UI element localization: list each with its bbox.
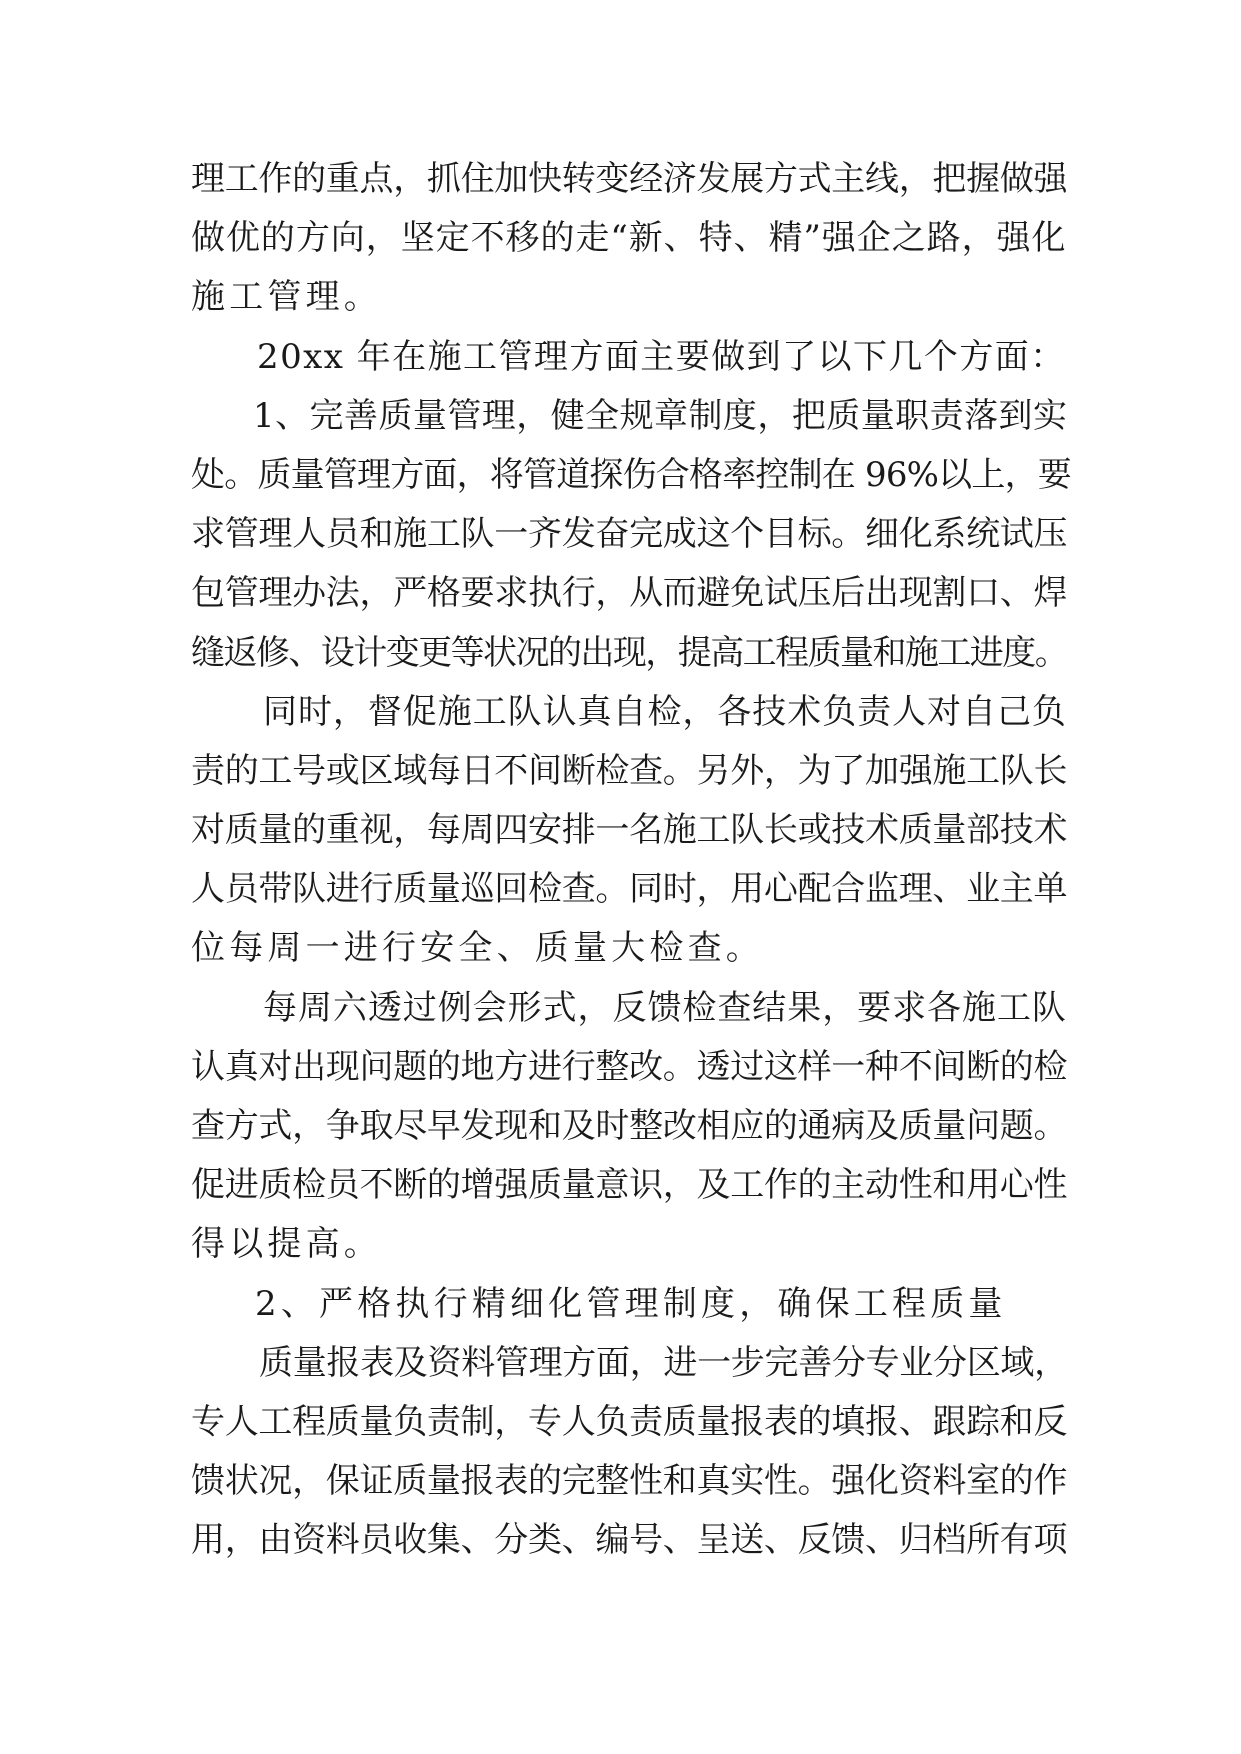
text-line: 做优的方向，坚定不移的走“新、特、精”强企之路，强化 xyxy=(191,218,1067,259)
text-line: 缝返修、设计变更等状况的出现，提高工程质量和施工进度。 xyxy=(191,632,1068,673)
text-line: 20xx 年在施工管理方面主要做到了以下几个方面： xyxy=(257,336,1066,377)
text-line: 责的工号或区域每日不间断检查。另外，为了加强施工队长 xyxy=(191,750,1068,791)
text-line: 同时，督促施工队认真自检，各技术负责人对自己负 xyxy=(263,691,1067,732)
text-line: 理工作的重点，抓住加快转变经济发展方式主线，把握做强 xyxy=(191,159,1068,199)
document-body xyxy=(191,150,1071,1571)
text-line: 查方式，争取尽早发现和及时整改相应的通病及质量问题。 xyxy=(191,1106,1068,1146)
text-line: 位每周一进行安全、质量大检查。 xyxy=(191,928,764,969)
text-line: 求管理人员和施工队一齐发奋完成这个目标。细化系统试压 xyxy=(191,514,1068,555)
text-line: 馈状况，保证质量报表的完整性和真实性。强化资料室的作 xyxy=(191,1461,1068,1502)
text-line: 人员带队进行质量巡回检查。同时，用心配合监理、业主单 xyxy=(191,869,1068,910)
text-line: 认真对出现问题的地方进行整改。透过这样一种不间断的检 xyxy=(191,1046,1068,1087)
text-line: 处。质量管理方面，将管道探伤合格率控制在 96%以上，要 xyxy=(191,454,1071,495)
text-line: 1、完善质量管理，健全规章制度，把质量职责落到实 xyxy=(253,395,1068,436)
text-line: 施工管理。 xyxy=(191,277,382,318)
text-line: 促进质检员不断的增强质量意识，及工作的主动性和用心性 xyxy=(191,1165,1068,1206)
text-line: 包管理办法，严格要求执行，从而避免试压后出现割口、焊 xyxy=(191,573,1068,614)
text-line: 质量报表及资料管理方面，进一步完善分专业分区域， xyxy=(259,1342,1068,1383)
text-line: 2、严格执行精细化管理制度，确保工程质量 xyxy=(255,1283,1007,1324)
text-line: 用，由资料员收集、分类、编号、呈送、反馈、归档所有项 xyxy=(191,1520,1068,1561)
text-line: 对质量的重视，每周四安排一名施工队长或技术质量部技术 xyxy=(191,810,1068,851)
text-line: 得以提高。 xyxy=(191,1224,382,1265)
text-line: 专人工程质量负责制，专人负责质量报表的填报、跟踪和反 xyxy=(191,1401,1068,1442)
text-line: 每周六透过例会形式，反馈检查结果，要求各施工队 xyxy=(263,987,1067,1028)
